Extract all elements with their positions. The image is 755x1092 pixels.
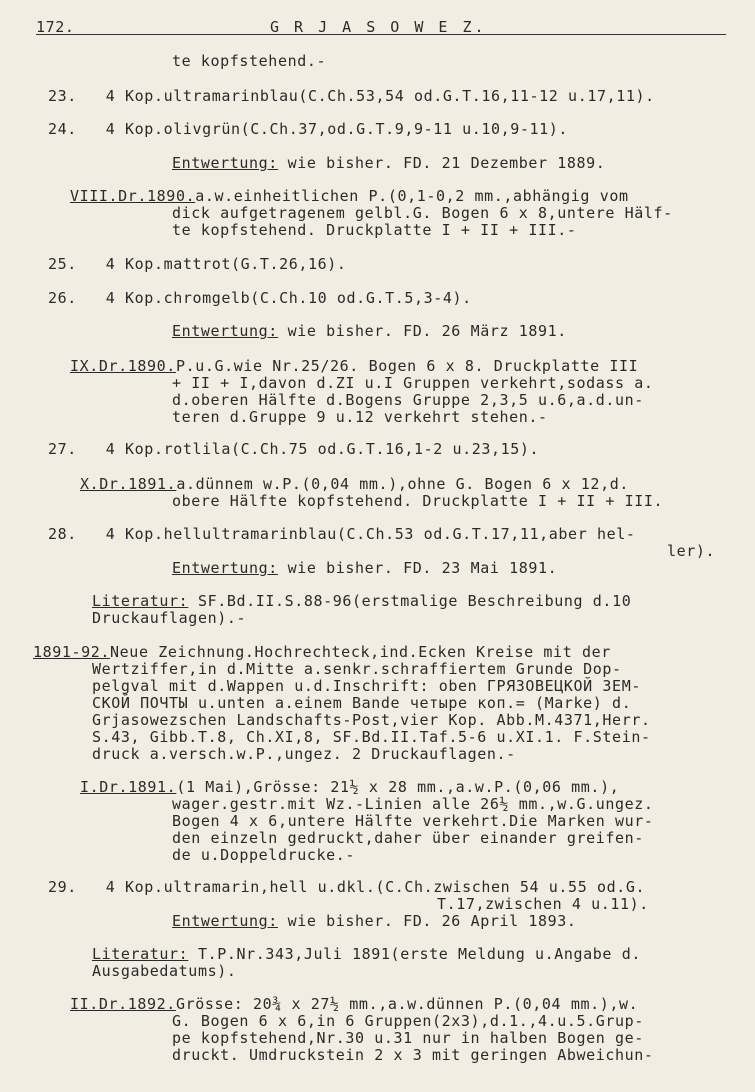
printing-heading: IX.Dr.1890.	[70, 357, 176, 375]
text-line: Literatur: SF.Bd.II.S.88-96(erstmalige Beschreibung d.10	[92, 592, 632, 610]
text-line: 25. 4 Kop.mattrot(G.T.26,16).	[48, 255, 347, 273]
text-line: Grjasowezschen Landschafts-Post,vier Kop. Abb.M.4371,Herr.	[92, 711, 651, 729]
text-line: Entwertung: wie bisher. FD. 23 Mai 1891.	[172, 559, 558, 577]
text-line: d.oberen Hälfte d.Bogens Gruppe 2,3,5 u.6,a.d.un-	[172, 391, 644, 409]
text-line: + II + I,davon d.ZI u.I Gruppen verkehrt,sodass a.	[172, 374, 654, 392]
text-line: Bogen 4 x 6,untere Hälfte verkehrt.Die Marken wur-	[172, 812, 654, 830]
text-line: 24. 4 Kop.olivgrün(C.Ch.37,od.G.T.9,9-11 u.10,9-11).	[48, 120, 569, 138]
heading-entwertung: Entwertung:	[172, 912, 278, 930]
text-line: 27. 4 Kop.rotlila(C.Ch.75 od.G.T.16,1-2 u.23,15).	[48, 440, 540, 458]
page-title: G R J A S O W E Z.	[270, 18, 487, 36]
text-line: dick aufgetragenem gelbl.G. Bogen 6 x 8,untere Hälf-	[172, 204, 673, 222]
heading-entwertung: Entwertung:	[172, 322, 278, 340]
text-line: IX.Dr.1890.P.u.G.wie Nr.25/26. Bogen 6 x 8. Druckplatte III	[70, 357, 639, 375]
text-line: te kopfstehend.-	[172, 52, 327, 70]
text-line: S.43, Gibb.T.8, Ch.XI,8, SF.Bd.II.Taf.5-6 u.XI.1. F.Stein-	[92, 728, 651, 746]
text-line: druckt. Umdruckstein 2 x 3 mit geringen Abweichun-	[172, 1046, 654, 1064]
text-line: СКОЙ ПОЧТЫ u.unten a.einem Bande четыре коп.= (Marke) d.	[92, 694, 632, 712]
text-line: G. Bogen 6 x 6,in 6 Gruppen(2x3),d.1.,4.u.5.Grup-	[172, 1012, 644, 1030]
text-line: 1891-92.Neue Zeichnung.Hochrechteck,ind.Ecken Kreise mit der	[33, 643, 611, 661]
text-line: ler).	[667, 542, 716, 560]
text-line: VIII.Dr.1890.a.w.einheitlichen P.(0,1-0,2 mm.,abhängig vom	[70, 187, 629, 205]
text-line: wager.gestr.mit Wz.-Linien alle 26½ mm.,w.G.ungez.	[172, 795, 654, 813]
issue-heading: 1891-92.	[33, 643, 111, 661]
text-line: X.Dr.1891.a.dünnem w.P.(0,04 mm.),ohne G. Bogen 6 x 12,d.	[80, 475, 629, 493]
text-line: 26. 4 Kop.chromgelb(C.Ch.10 od.G.T.5,3-4).	[48, 289, 472, 307]
text-line: te kopfstehend. Druckplatte I + II + III.-	[172, 221, 577, 239]
text-line: Entwertung: wie bisher. FD. 26 März 1891.	[172, 322, 567, 340]
text-line: Wertziffer,in d.Mitte a.senkr.schraffiertem Grunde Dop-	[92, 660, 622, 678]
printing-heading: I.Dr.1891.	[80, 778, 177, 796]
header-rule	[36, 34, 726, 35]
text-line: pe kopfstehend,Nr.30 u.31 nur in halben Bogen ge-	[172, 1029, 644, 1047]
text-line: 23. 4 Kop.ultramarinblau(C.Ch.53,54 od.G.T.16,11-12 u.17,11).	[48, 87, 655, 105]
text-line: Entwertung: wie bisher. FD. 26 April 1893.	[172, 912, 577, 930]
page-number: 172.	[36, 18, 75, 36]
text-line: Ausgabedatums).	[92, 962, 237, 980]
text-line: Druckauflagen).-	[92, 609, 247, 627]
text-line: I.Dr.1891.(1 Mai),Grösse: 21½ x 28 mm.,a.w.P.(0,06 mm.),	[80, 778, 620, 796]
text-line: pelgval mit d.Wappen u.d.Inschrift: oben ГРЯЗОВЕЦКОЙ ЗЕМ-	[92, 677, 641, 695]
text-line: II.Dr.1892.Grösse: 20¾ x 27½ mm.,a.w.dünnen P.(0,04 mm.),w.	[70, 995, 639, 1013]
printing-heading: X.Dr.1891.	[80, 475, 177, 493]
text-line: Literatur: T.P.Nr.343,Juli 1891(erste Meldung u.Angabe d.	[92, 945, 641, 963]
text-line: Entwertung: wie bisher. FD. 21 Dezember 1889.	[172, 154, 606, 172]
text-line: 28. 4 Kop.hellultramarinblau(C.Ch.53 od.G.T.17,11,aber hel-	[48, 525, 636, 543]
printing-heading: VIII.Dr.1890.	[70, 187, 196, 205]
text-line: de u.Doppeldrucke.-	[172, 846, 355, 864]
heading-entwertung: Entwertung:	[172, 154, 278, 172]
text-line: druck a.versch.w.P.,ungez. 2 Druckauflagen.-	[92, 745, 516, 763]
heading-literatur: Literatur:	[92, 592, 189, 610]
text-line: T.17,zwischen 4 u.11).	[437, 895, 649, 913]
text-line: den einzeln gedruckt,daher über einander greifen-	[172, 829, 644, 847]
text-line: 29. 4 Kop.ultramarin,hell u.dkl.(C.Ch.zwischen 54 u.55 od.G.	[48, 878, 646, 896]
text-line: teren d.Gruppe 9 u.12 verkehrt stehen.-	[172, 408, 548, 426]
printing-heading: II.Dr.1892.	[70, 995, 176, 1013]
text-line: obere Hälfte kopfstehend. Druckplatte I + II + III.	[172, 492, 664, 510]
heading-literatur: Literatur:	[92, 945, 189, 963]
heading-entwertung: Entwertung:	[172, 559, 278, 577]
